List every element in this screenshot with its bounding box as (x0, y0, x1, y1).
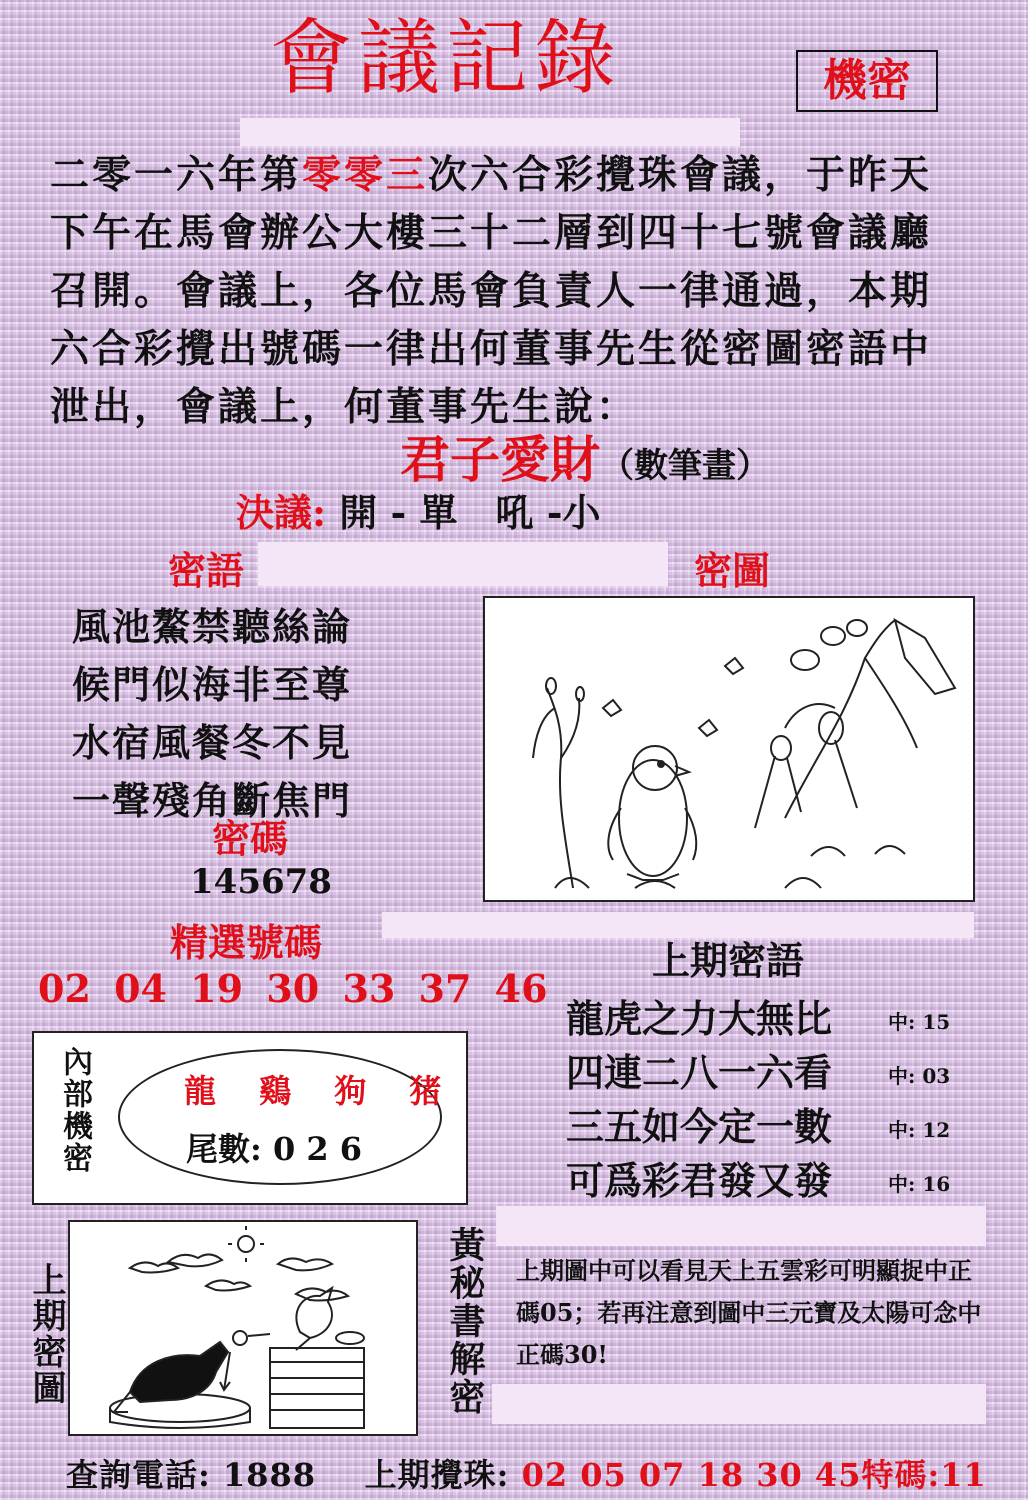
previous-line: 可爲彩君發又發 (566, 1158, 833, 1203)
intro-paragraph: 二零一六年第零零三次六合彩攪珠會議，于昨天 下午在馬會辦公大樓三十二層到四十七號會議廳 召開。會議上，各位馬會負責人一律通過，本期 六合彩攪出號碼一律出何董事先生從密圖密語中 泄出，會議上，何董事先生說： (50, 152, 933, 430)
previous-words-title: 上期密語 (652, 938, 805, 983)
selected-numbers-label: 精選號碼 (170, 920, 323, 965)
secretary-label: 黃秘書解密 (444, 1226, 486, 1416)
mask-strip (258, 542, 668, 586)
secret-picture-label: 密圖 (694, 548, 771, 593)
inner-secret-label: 內部機密 (57, 1046, 92, 1174)
secretary-explanation: 上期圖中可以看見天上五雲彩可明顯捉中正碼05；若再注意到圖中三元寶及太陽可念中正碼30! (516, 1256, 982, 1369)
page-title: 會議記錄 (270, 11, 623, 106)
previous-picture-label: 上期密圖 (26, 1262, 66, 1406)
previous-line: 三五如今定一數 (566, 1104, 833, 1149)
footer: 查詢電話: 1888 上期攪珠: 02 05 07 18 30 45特碼:11 (66, 1456, 987, 1494)
previous-hit: 中: 16 (888, 1172, 951, 1196)
tail-numbers: 尾數: 0 2 6 (186, 1130, 363, 1168)
mask-strip (492, 1384, 986, 1424)
secret-code-label: 密碼 (212, 816, 289, 861)
previous-hit: 中: 12 (888, 1118, 951, 1142)
previous-hit: 中: 15 (888, 1010, 951, 1034)
selected-numbers: 02 04 19 30 33 37 46 (38, 966, 548, 1011)
mask-strip (240, 118, 740, 146)
previous-picture (68, 1220, 418, 1436)
previous-hit: 中: 03 (888, 1064, 951, 1088)
secret-picture (483, 596, 975, 902)
zodiac-list: 龍 鷄 狗 猪 (184, 1072, 458, 1110)
secret-poem: 風池鰲禁聽絲論 候門似海非至尊 水宿風餐冬不見 一聲殘角斷焦門 (72, 604, 353, 823)
resolution: 決議: 開 - 單 吼 -小 (236, 490, 601, 535)
secret-code-value: 145678 (190, 862, 332, 902)
mask-strip (496, 1206, 986, 1246)
key-phrase: 君子愛財（數筆畫） (400, 430, 770, 489)
confidential-badge: 機密 (796, 50, 938, 112)
penguin-bird-illustration (485, 598, 973, 900)
previous-line: 四連二八一六看 (566, 1050, 833, 1095)
previous-line: 龍虎之力大無比 (566, 996, 833, 1041)
cat-bird-illustration (70, 1222, 416, 1434)
secret-words-label: 密語 (168, 548, 245, 593)
